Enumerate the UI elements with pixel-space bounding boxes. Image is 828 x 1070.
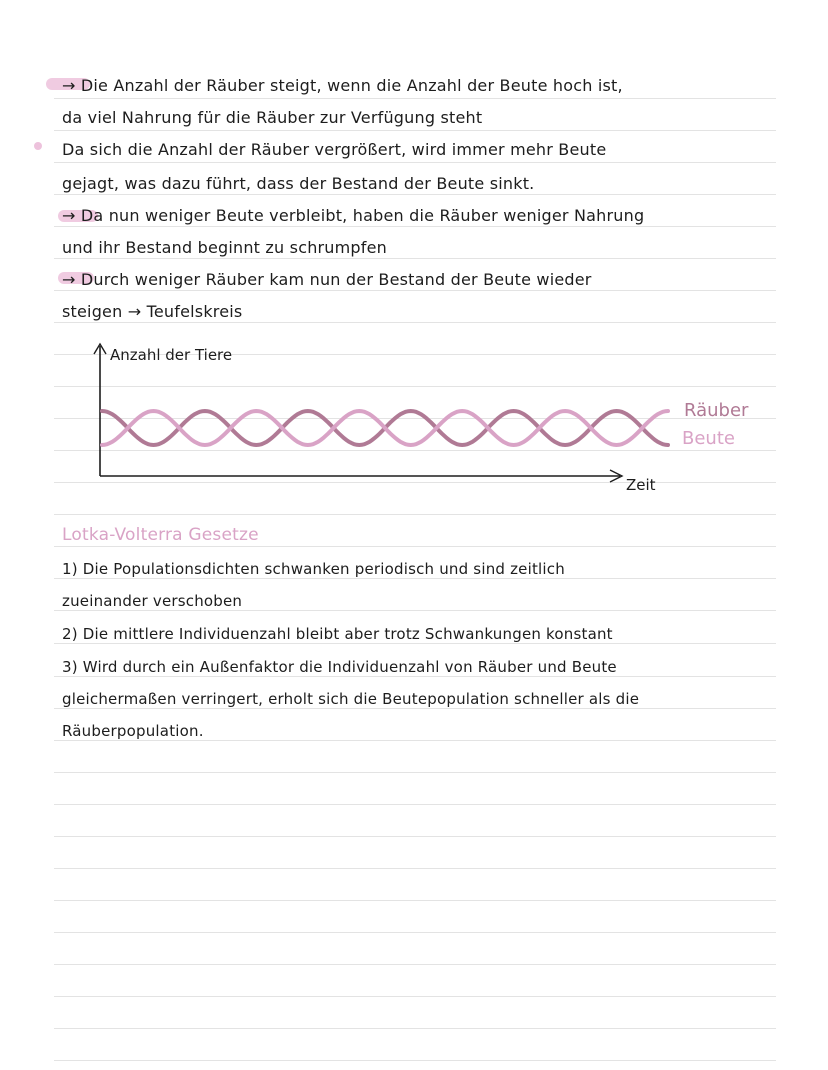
- ruled-line: [54, 932, 776, 933]
- legend-label-beute: Beute: [682, 428, 735, 449]
- ruled-line: [54, 964, 776, 965]
- ruled-line: [54, 804, 776, 805]
- series-line-beute: [102, 411, 668, 445]
- note-line: → Durch weniger Räuber kam nun der Bestand der Beute wieder: [62, 270, 592, 289]
- ruled-line: [54, 258, 776, 259]
- ruled-line: [54, 322, 776, 323]
- ruled-line: [54, 868, 776, 869]
- ruled-line: [54, 1028, 776, 1029]
- ruled-line: [54, 514, 776, 515]
- law-line: zueinander verschoben: [62, 592, 243, 610]
- bullet-dot: [34, 142, 42, 150]
- legend-label-raeuber: Räuber: [684, 400, 749, 421]
- note-line: da viel Nahrung für die Räuber zur Verfügung steht: [62, 108, 483, 127]
- note-line: gejagt, was dazu führt, dass der Bestand der Beute sinkt.: [62, 174, 535, 193]
- ruled-line: [54, 162, 776, 163]
- note-line: → Die Anzahl der Räuber steigt, wenn die Anzahl der Beute hoch ist,: [62, 76, 623, 95]
- ruled-line: [54, 226, 776, 227]
- ruled-line: [54, 290, 776, 291]
- ruled-line: [54, 130, 776, 131]
- ruled-line: [54, 836, 776, 837]
- note-line: → Da nun weniger Beute verbleibt, haben die Räuber weniger Nahrung: [62, 206, 645, 225]
- ruled-line: [54, 98, 776, 99]
- ruled-line: [54, 996, 776, 997]
- ruled-line: [54, 194, 776, 195]
- x-axis-label: Zeit: [626, 476, 656, 494]
- law-line: 3) Wird durch ein Außenfaktor die Individuenzahl von Räuber und Beute: [62, 658, 617, 676]
- law-line: gleichermaßen verringert, erholt sich die Beutepopulation schneller als die: [62, 690, 640, 708]
- note-line: Da sich die Anzahl der Räuber vergrößert, wird immer mehr Beute: [62, 140, 607, 159]
- law-line: 1) Die Populationsdichten schwanken periodisch und sind zeitlich: [62, 560, 565, 578]
- ruled-line: [54, 1060, 776, 1061]
- law-line: Räuberpopulation.: [62, 722, 204, 740]
- law-line: 2) Die mittlere Individuenzahl bleibt aber trotz Schwankungen konstant: [62, 625, 613, 643]
- ruled-line: [54, 546, 776, 547]
- ruled-line: [54, 772, 776, 773]
- laws-title: Lotka-Volterra Gesetze: [62, 525, 259, 545]
- note-line: steigen → Teufelskreis: [62, 302, 243, 321]
- note-line: und ihr Bestand beginnt zu schrumpfen: [62, 238, 388, 257]
- ruled-line: [54, 900, 776, 901]
- predator-prey-chart: [80, 338, 780, 508]
- y-axis-label: Anzahl der Tiere: [110, 346, 233, 364]
